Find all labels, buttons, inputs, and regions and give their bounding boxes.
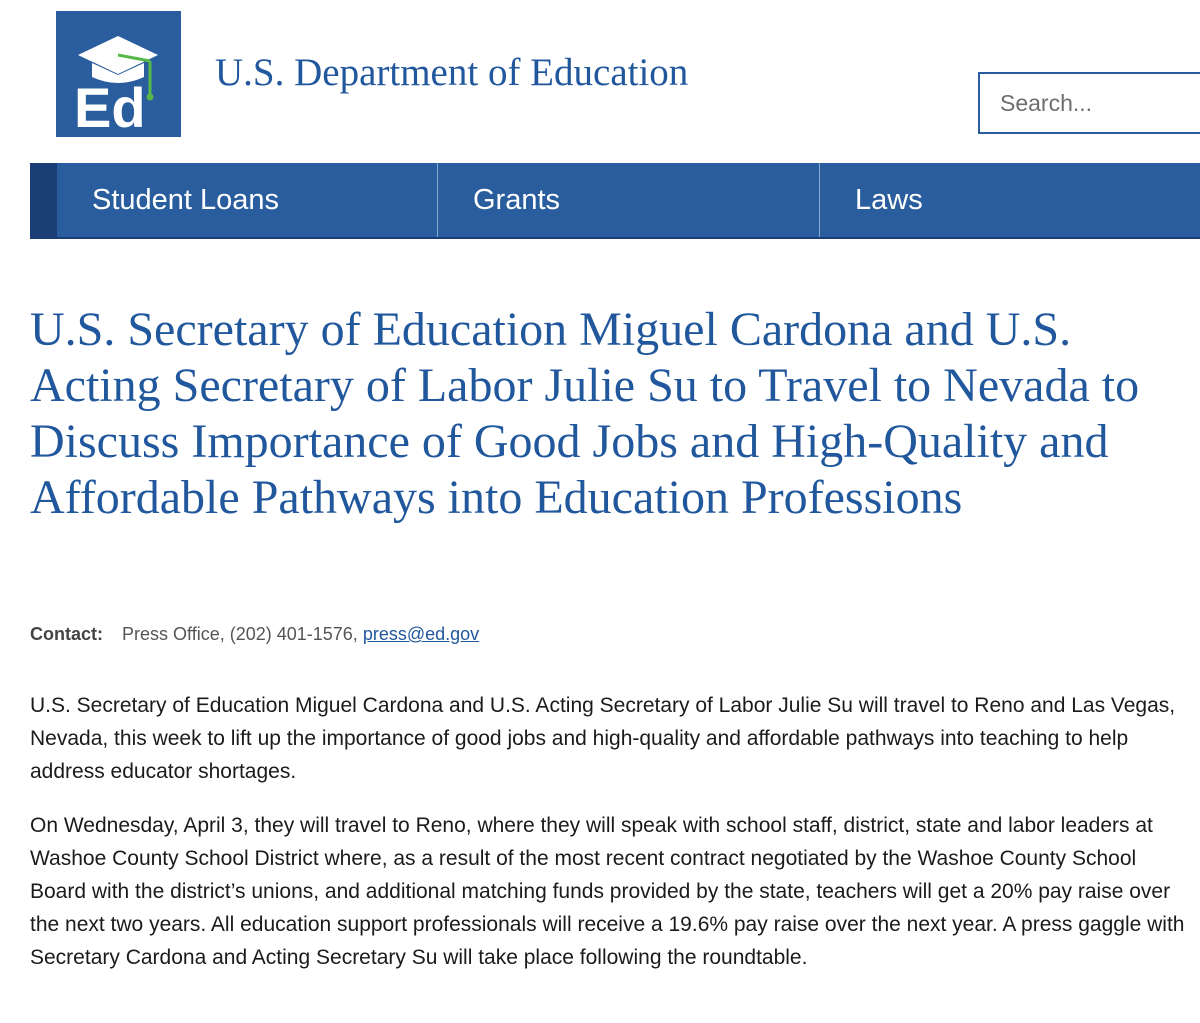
graduation-cap-icon: [56, 11, 181, 137]
site-title[interactable]: U.S. Department of Education: [215, 51, 689, 94]
article-paragraph: On Wednesday, April 3, they will travel to Reno, where they will speak with school staff, district, state and labor leaders at Washoe County School District where, as a result of the most recent contract negotiated by the Washoe County School Board with the district’s unions, and additional matching funds provided by the state, teachers will get a 20% pay raise over the next two years. All education support professionals will receive a 19.6% pay raise over the next year. A press gaggle with Secretary Cardona and Acting Secretary Su will take place following the roundtable.: [30, 814, 1185, 969]
logo-text: Ed: [74, 76, 146, 137]
nav-item-laws[interactable]: Laws: [855, 184, 923, 216]
nav-item-student-loans[interactable]: Student Loans: [57, 163, 438, 237]
search-input[interactable]: [978, 72, 1200, 134]
contact-label: Contact:: [30, 624, 103, 644]
ed-logo[interactable]: [56, 11, 181, 137]
main-nav: [30, 163, 1200, 239]
contact-email-link[interactable]: press@ed.gov: [362, 624, 480, 644]
article-headline: U.S. Secretary of Education Miguel Cardona and U.S. Acting Secretary of Labor Julie Su to Travel to Nevada to Discuss Importance of Good Jobs and High-Quality and Affordable Pathways into Education Professions: [30, 303, 1140, 524]
contact-line: [30, 623, 479, 645]
nav-edge: [30, 163, 57, 237]
article-paragraph: U.S. Secretary of Education Miguel Cardona and U.S. Acting Secretary of Labor Julie Su will travel to Reno and Las Vegas, Nevada, this week to lift up the importance of good jobs and high-quality and affordable pathways into teaching to help address educator shortages.: [30, 694, 1176, 783]
contact-text: Press Office, (202) 401-1576,: [122, 624, 358, 644]
nav-item-grants[interactable]: Grants: [438, 163, 820, 237]
